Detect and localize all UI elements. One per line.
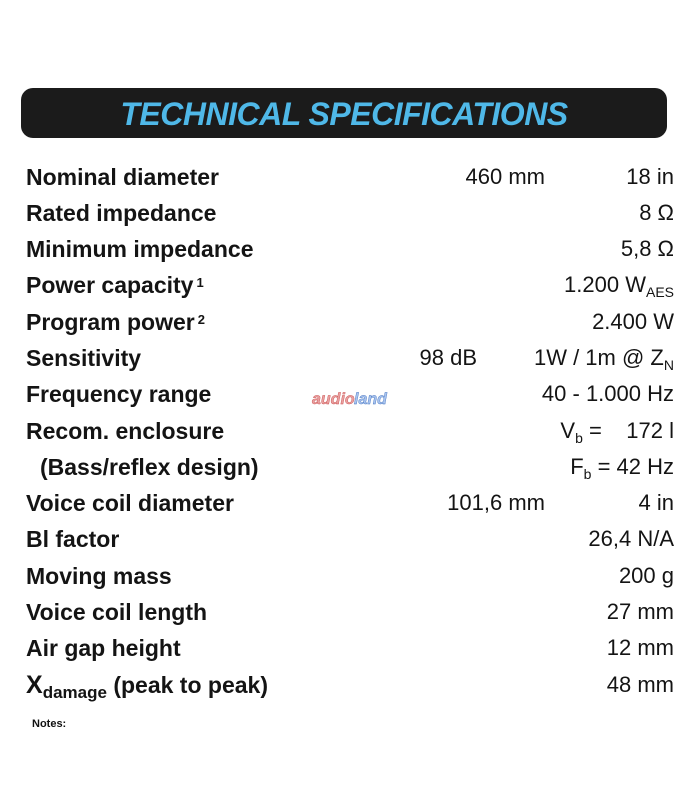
notes-label: Notes: <box>32 718 67 730</box>
spec-label: Moving mass <box>26 563 172 589</box>
spec-label: Nominal diameter <box>26 164 219 190</box>
spec-label: Voice coil diameter <box>26 490 234 516</box>
spec-value: 5,8 Ω <box>620 236 674 261</box>
footnote-marker: 1 <box>196 275 204 290</box>
spec-label: Rated impedance <box>26 200 217 226</box>
page-title: TECHNICAL SPECIFICATIONS <box>120 96 568 132</box>
spec-value: $F_b = 42$ Hz <box>570 454 674 482</box>
spec-label: Sensitivity <box>26 345 142 371</box>
spec-value: 2.400 W <box>592 309 674 334</box>
spec-label: Air gap height <box>26 635 181 661</box>
audioland-watermark-logo <box>310 387 388 411</box>
spec-row-program-power <box>0 305 700 339</box>
spec-row-moving-mass <box>0 559 700 593</box>
spec-label: Bl factor <box>26 526 120 552</box>
header-bar <box>21 88 667 138</box>
spec-row-minimum-impedance <box>0 232 700 266</box>
spec-value-metric: 101,6 mm <box>447 490 545 515</box>
spec-label: Minimum impedance <box>26 236 254 262</box>
spec-row-voice-coil-diameter <box>0 486 700 520</box>
spec-row-xdamage <box>0 668 700 702</box>
spec-row-power-capacity <box>0 268 700 302</box>
spec-row-voice-coil-length <box>0 595 700 629</box>
spec-value: $V_b$ = 172 l <box>560 418 674 446</box>
spec-row-sensitivity <box>0 341 700 375</box>
spec-label: Recom. enclosure <box>26 418 225 444</box>
spec-row-air-gap-height <box>0 631 700 665</box>
spec-value-metric: 460 mm <box>465 164 545 189</box>
spec-value-imperial: 4 in <box>638 490 674 515</box>
spec-label: $X_{damage}$ (peak to peak) <box>26 671 268 702</box>
spec-value-imperial: 18 in <box>626 164 674 189</box>
spec-row-nominal-diameter <box>0 160 700 194</box>
svg-text:land: land <box>354 391 387 408</box>
svg-text:audio: audio <box>312 391 355 408</box>
spec-value: 98 dB <box>419 345 477 370</box>
spec-row-recom-enclosure <box>0 414 700 448</box>
spec-value: 48 mm <box>606 672 674 697</box>
spec-value: 27 mm <box>606 599 674 624</box>
spec-label: Program power $^2$ <box>26 309 205 335</box>
spec-row-bass-reflex <box>0 450 700 484</box>
spec-value: 200 g <box>618 563 674 588</box>
spec-value: 8 Ω <box>639 200 674 225</box>
spec-value: 26,4 N/A <box>588 526 674 551</box>
footnote-marker: 2 <box>197 312 205 327</box>
spec-value: 12 mm <box>606 635 674 660</box>
spec-value: 40 - 1.000 Hz <box>541 381 674 406</box>
spec-label: Voice coil length <box>26 599 208 625</box>
spec-row-rated-impedance <box>0 196 700 230</box>
spec-value: 1.200 $W_{AES}$ <box>564 272 674 300</box>
spec-label: (Bass/reflex design) <box>40 454 259 480</box>
spec-label: Frequency range <box>26 381 212 407</box>
spec-condition: 1W / 1m @ $Z_N$ <box>533 345 674 373</box>
spec-row-bl-factor <box>0 522 700 556</box>
spec-label: Power capacity $^1$ <box>26 272 204 298</box>
